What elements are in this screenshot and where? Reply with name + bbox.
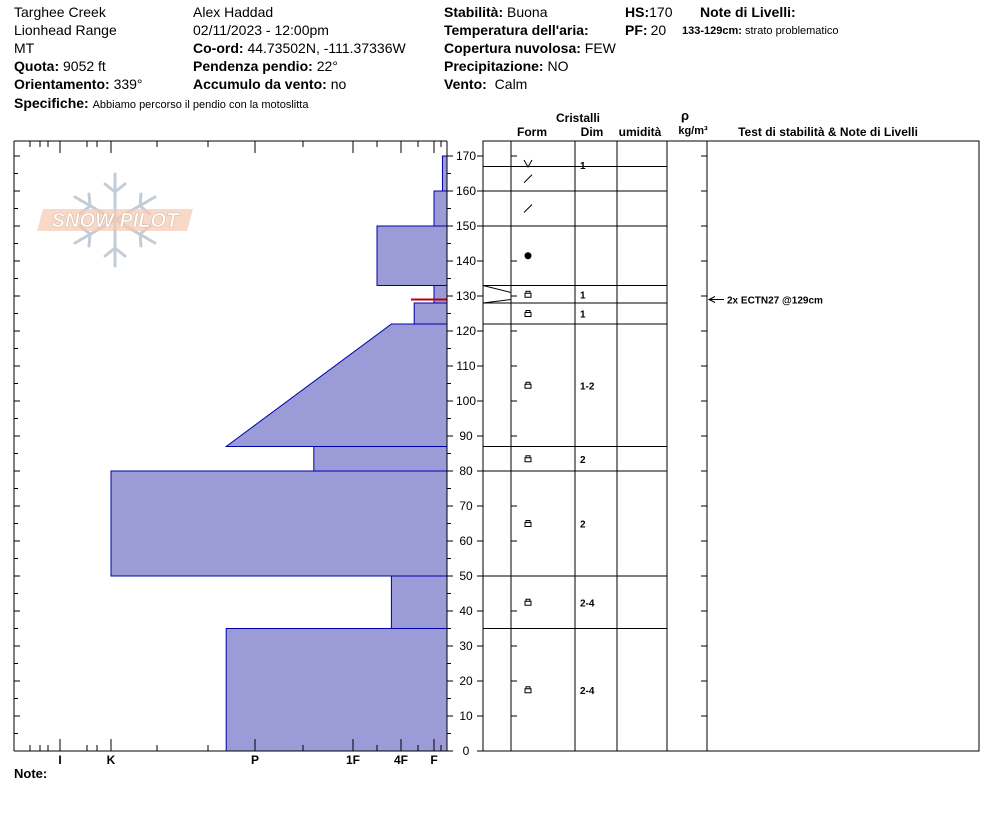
wind-value: Calm: [494, 76, 528, 92]
air-temperature-label: Temperatura dell'aria:: [444, 22, 589, 38]
form-header: Form: [517, 125, 547, 139]
logo-text: SNOW PILOT: [51, 210, 179, 232]
hardness-tick-label: K: [106, 753, 116, 767]
rounded-icon: [525, 253, 531, 259]
snow-height-value: 170: [649, 4, 673, 20]
hardness-layer: [111, 471, 447, 576]
height-tick-label: 80: [459, 464, 473, 478]
height-tick-label: 10: [459, 709, 473, 723]
crystal-size-label: 2-4: [580, 685, 595, 697]
snow-pilot-logo: [37, 174, 193, 266]
stability-label: Stabilità:: [444, 4, 504, 20]
crystal-size-label: 1: [580, 161, 586, 172]
coordinates-label: Co-ord:: [193, 40, 244, 56]
layer-notes-title: Note di Livelli:: [700, 4, 796, 20]
hardness-layer: [314, 447, 447, 472]
faceted-icon: [525, 311, 531, 317]
wind-loading-label: Accumulo da vento:: [193, 76, 327, 92]
hardness-tick-label: 4F: [393, 753, 409, 767]
height-tick-label: 30: [459, 639, 473, 653]
hardness-layer: [377, 226, 447, 286]
height-tick-label: 40: [459, 604, 473, 618]
layer-link-line: [483, 286, 511, 293]
crystal-size-label: 1-2: [580, 381, 595, 393]
coordinates-value: 44.73502N, -111.37336W: [247, 40, 406, 56]
crystal-size-label: 2: [580, 519, 586, 531]
cloud-cover-value: FEW: [584, 40, 616, 56]
layer-link-line: [483, 300, 511, 304]
wind-label: Vento:: [444, 76, 487, 92]
observer-name: Alex Haddad: [193, 4, 274, 20]
height-tick-label: 90: [459, 429, 473, 443]
state-name: MT: [14, 40, 35, 56]
height-tick-label: 70: [459, 499, 473, 513]
hardness-layer: [226, 629, 447, 752]
snow-height-label: HS:: [625, 4, 650, 20]
hardness-layer: [442, 156, 447, 191]
crystal-size-label: 2-4: [580, 598, 595, 610]
hardness-layer: [414, 303, 447, 324]
stability-test-label: 2x ECTN27 @129cm: [727, 295, 823, 307]
location-name: Targhee Creek: [14, 4, 106, 20]
aspect-label: Orientamento:: [14, 76, 110, 92]
size-header: Dim: [580, 125, 604, 139]
height-tick-label: 50: [459, 569, 473, 583]
penetration-foot-label: PF:: [625, 22, 648, 38]
faceted-icon: [525, 599, 531, 605]
faceted-icon: [525, 687, 531, 693]
hardness-tick-label: P: [250, 753, 260, 767]
decomposing-icon: [524, 175, 532, 183]
crystal-size-label: 2: [580, 454, 586, 466]
elevation-label: Quota:: [14, 58, 60, 74]
density-symbol: ρ: [680, 108, 690, 123]
observation-datetime: 02/11/2023 - 12:00pm: [193, 22, 329, 38]
specifics-label: Specifiche:: [14, 95, 89, 111]
hardness-tick-label: 1F: [345, 753, 361, 767]
new-snow-icon: [524, 160, 532, 167]
height-tick-label: 130: [455, 289, 477, 303]
hardness-layer: [391, 576, 447, 629]
height-tick-label: 0: [462, 744, 470, 758]
aspect-value: 339°: [113, 76, 143, 92]
precipitation-label: Precipitazione:: [444, 58, 544, 74]
height-tick-label: 120: [455, 324, 477, 338]
moisture-header: umidità: [618, 125, 662, 139]
hardness-layer: [226, 324, 447, 447]
elevation-value: 9052 ft: [63, 58, 106, 74]
height-tick-label: 150: [455, 219, 477, 233]
cloud-cover-label: Copertura nuvolosa:: [444, 40, 581, 56]
precipitation-value: NO: [547, 58, 569, 74]
note-label: Note:: [14, 766, 48, 781]
crystal-size-label: 1: [580, 309, 586, 321]
crystals-header: Cristalli: [555, 111, 601, 125]
range-name: Lionhead Range: [14, 22, 117, 38]
stability-value: Buona: [507, 4, 548, 20]
height-tick-label: 110: [456, 359, 476, 373]
faceted-icon: [525, 382, 531, 388]
decomposing-icon: [524, 205, 532, 213]
height-tick-label: 60: [459, 534, 473, 548]
height-tick-label: 160: [455, 184, 477, 198]
specifics-value: Abbiamo percorso il pendio con la motoslitta: [92, 99, 309, 111]
faceted-icon: [525, 291, 531, 297]
wind-loading-value: no: [330, 76, 347, 92]
height-tick-label: 100: [455, 394, 477, 408]
layer-note-depth: 133-129cm:: [682, 25, 742, 37]
hardness-layer: [434, 191, 447, 226]
faceted-icon: [525, 521, 531, 527]
slope-angle-label: Pendenza pendio:: [193, 58, 313, 74]
height-tick-label: 170: [455, 149, 477, 163]
layer-note-text: strato problematico: [745, 25, 839, 37]
faceted-icon: [525, 456, 531, 462]
slope-angle-value: 22°: [316, 58, 338, 74]
hardness-tick-label: F: [430, 753, 438, 767]
hardness-tick-label: I: [58, 753, 62, 767]
stability-notes-header: Test di stabilità & Note di Livelli: [738, 125, 918, 139]
crystal-size-label: 1: [580, 290, 586, 302]
height-tick-label: 20: [459, 674, 473, 688]
height-tick-label: 140: [455, 254, 477, 268]
density-header: kg/m³: [678, 125, 708, 137]
penetration-foot-value: 20: [650, 22, 667, 38]
